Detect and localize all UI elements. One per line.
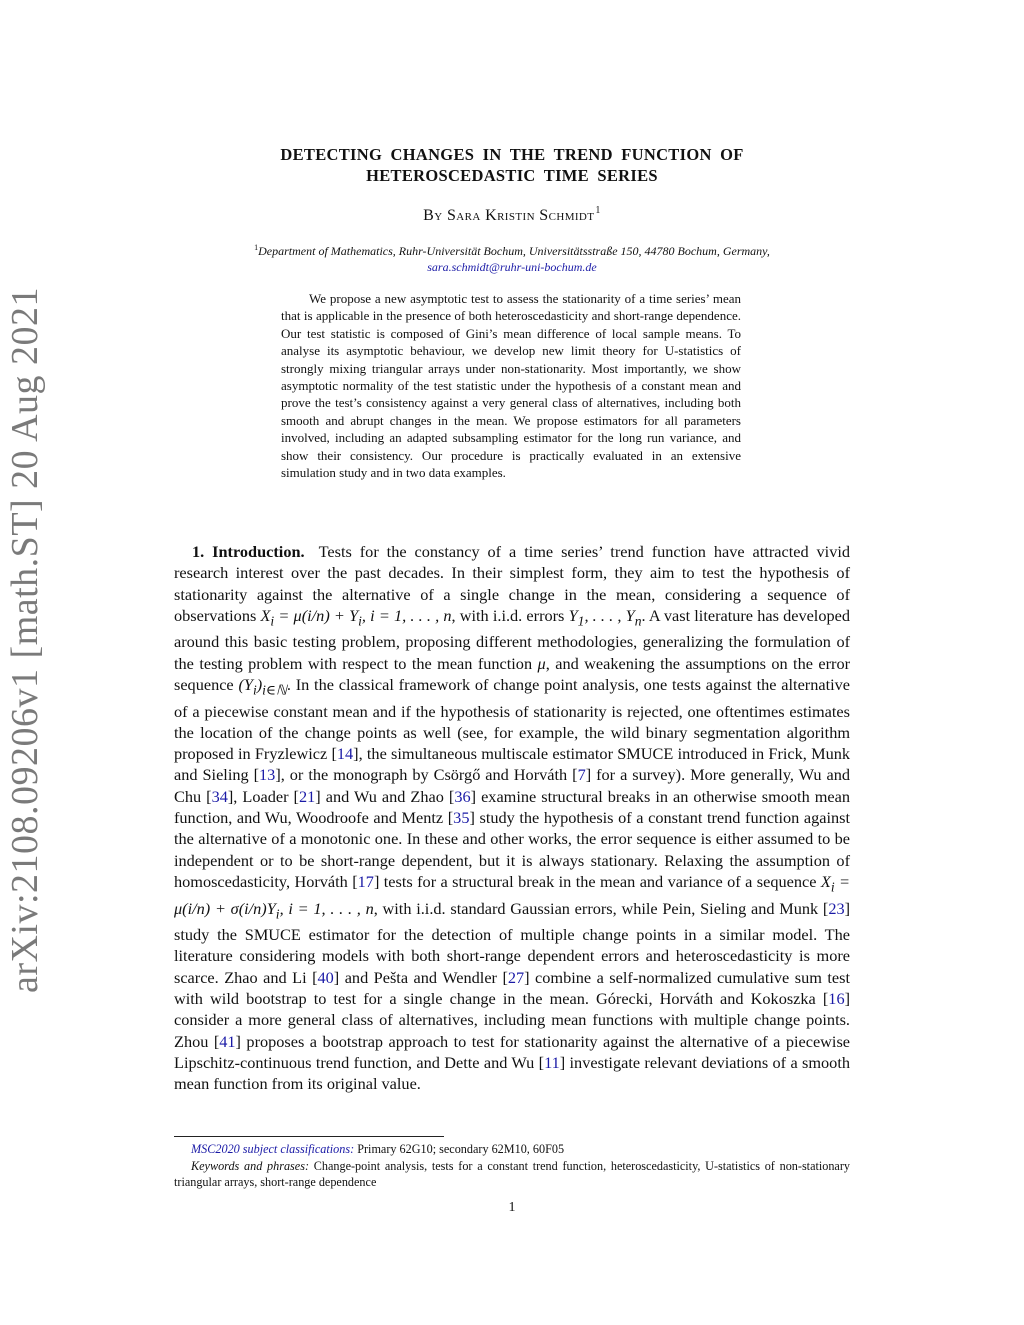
introduction-section <box>174 541 850 1094</box>
citation-link[interactable]: 7 <box>577 765 586 785</box>
keywords-label: Keywords and phrases: <box>191 1158 310 1173</box>
page-number: 1 <box>508 1200 516 1215</box>
affiliation <box>174 240 850 275</box>
citation-link[interactable]: 35 <box>453 808 470 828</box>
equation-heteroscedastic-model: $X_i = \mu(i/n) + \sigma(i/n)Y_i$, i = 1, . . . , n <box>174 871 850 921</box>
affiliation-mark: 1 <box>254 243 259 252</box>
introduction-paragraph: 1. Introduction. Tests for the constancy of a time series’ trend function have attracted vivid research interest over the past decades. In their simplest form, they aim to test the hypothesis of stationarity against the alternative of a single change in the mean, considering a sequence of observations $X_i = \mu(i/n) + Y_i$, i = 1, . . . , n, with i.i.d. errors $Y_1$, . . . , $Y_n$. A vast literature has developed around this basic testing problem, proposing different methodologies, generalizing the formulation of the testing problem with respect to the mean function μ, and weakening the assumptions on the error sequence $(Y_i)_{i\in ℕ}$. In the classical framework of change point analysis, one tests against the alternative of a piecewise constant mean and if the hypothesis of stationarity is rejected, one oftentimes estimates the location of the change points as well (see, for example, the wild binary segmentation algorithm proposed in Fryzlewicz [14], the simultaneous multiscale estimator SMUCE introduced in Frick, Munk and Sieling [13], or the monograph by Csörgő and Horváth [7] for a survey). More generally, Wu and Chu [34], Loader [21] and Wu and Zhao [36] examine structural breaks in an otherwise smooth mean function, and Wu, Woodroofe and Mentz [35] study the hypothesis of a constant trend function against the alternative of a monotonic one. In these and other works, the error sequence is either assumed to be independent or to be short-range dependent, but it is always stationary. Relaxing the assumption of homoscedasticity, Horváth [17] tests for a structural break in the mean and variance of a sequence $X_i = \mu(i/n) + \sigma(i/n)Y_i$, i = 1, . . . , n, with i.i.d. standard Gaussian errors, while Pein, Sieling and Munk [23] study the SMUCE estimator for the detection of multiple change points in a similar model. The literature considering models with both short-range dependent errors and heteroscedasticity is more scarce. Zhao and Li [40] and Pešta and Wendler [27] combine a self-normalized cumulative sum test with wild bootstrap to test for a single change in the mean. Górecki, Horváth and Kokoszka [16] consider a more general class of alternatives, including mean functions with multiple change points. Zhou [41] proposes a bootstrap approach to test for stationarity against the alternative of a piecewise Lipschitz-continuous trend function, and Dette and Wu [11] investigate relevant deviations of a smooth mean function from its original value. <box>174 542 851 1094</box>
citation-link[interactable]: 14 <box>336 744 354 764</box>
affiliation-department: Department of Mathematics, Ruhr-Universität Bochum, Universitätsstraße 150, 44780 Bochum, Germany, <box>258 244 770 258</box>
citation-link[interactable]: 11 <box>544 1052 560 1072</box>
citation-link[interactable]: 41 <box>219 1031 236 1051</box>
footnote-msc <box>174 1141 850 1158</box>
paper-title <box>174 144 850 186</box>
msc-classification-link[interactable]: MSC2020 subject classifications: <box>191 1142 355 1156</box>
citation-link[interactable]: 36 <box>454 786 471 806</box>
footnote-keywords <box>174 1158 850 1191</box>
author-name: By Sara Kristin Schmidt <box>423 207 595 224</box>
citation-link[interactable]: 21 <box>298 786 316 806</box>
arxiv-identifier-stamp <box>0 0 50 1325</box>
citation-link[interactable]: 17 <box>357 871 374 891</box>
citation-link[interactable]: 34 <box>211 786 228 806</box>
equation-error-sequence: $(Y_i)_{i\in ℕ}$ <box>238 675 287 698</box>
citation-link[interactable]: 23 <box>828 898 845 918</box>
citation-link[interactable]: 27 <box>507 967 525 987</box>
title-line-2: HETEROSCEDASTIC TIME SERIES <box>366 166 658 185</box>
symbol-mu: μ <box>537 653 546 673</box>
equation-model: $X_i = \mu(i/n) + Y_i$, i = 1, . . . , n <box>260 605 452 629</box>
citation-link[interactable]: 40 <box>317 967 334 987</box>
keywords-value: Change-point analysis, tests for a constant trend function, heteroscedasticity, U-statistics of non-stationary triangular arrays, short-range dependence <box>174 1158 850 1189</box>
footnote-divider <box>174 1136 444 1137</box>
affiliation-department-line <box>174 240 850 259</box>
citation-link[interactable]: 16 <box>828 988 845 1008</box>
footnotes <box>174 1141 850 1191</box>
citation-link[interactable]: 13 <box>259 765 276 785</box>
title-line-1: DETECTING CHANGES IN THE TREND FUNCTION OF <box>280 145 744 164</box>
equation-errors: $Y_1$, . . . , $Y_n$ <box>568 605 642 629</box>
abstract <box>281 290 741 481</box>
author-email-link[interactable]: sara.schmidt@ruhr-uni-bochum.de <box>427 260 597 274</box>
author-affiliation-mark: 1 <box>595 205 601 216</box>
arxiv-identifier-text: arXiv:2108.09206v1 [math.ST] 20 Aug 2021 <box>4 286 46 994</box>
author-line <box>174 205 850 225</box>
msc-classification-value: Primary 62G10; secondary 62M10, 60F05 <box>354 1142 565 1156</box>
section-heading-introduction: 1. Introduction. <box>192 542 305 561</box>
abstract-text: We propose a new asymptotic test to assess the stationarity of a time series’ mean that is applicable in the presence of both heteroscedasticity and short-range dependence. Our test statistic is composed of Gini’s mean difference of local sample means. To analyse its asymptotic behaviour, we develop new limit theory for U-statistics of strongly mixing triangular arrays under non-stationarity. Most importantly, we show asymptotic normality of the test statistic under the hypothesis of a constant mean and prove the test’s consistency against a very general class of alternatives, including both smooth and abrupt changes in the mean. We propose estimators for all parameters involved, including an adapted subsampling estimator for the long run variance, and show their consistency. Our procedure is practically evaluated in an extensive simulation study and in two data examples. <box>281 291 741 481</box>
